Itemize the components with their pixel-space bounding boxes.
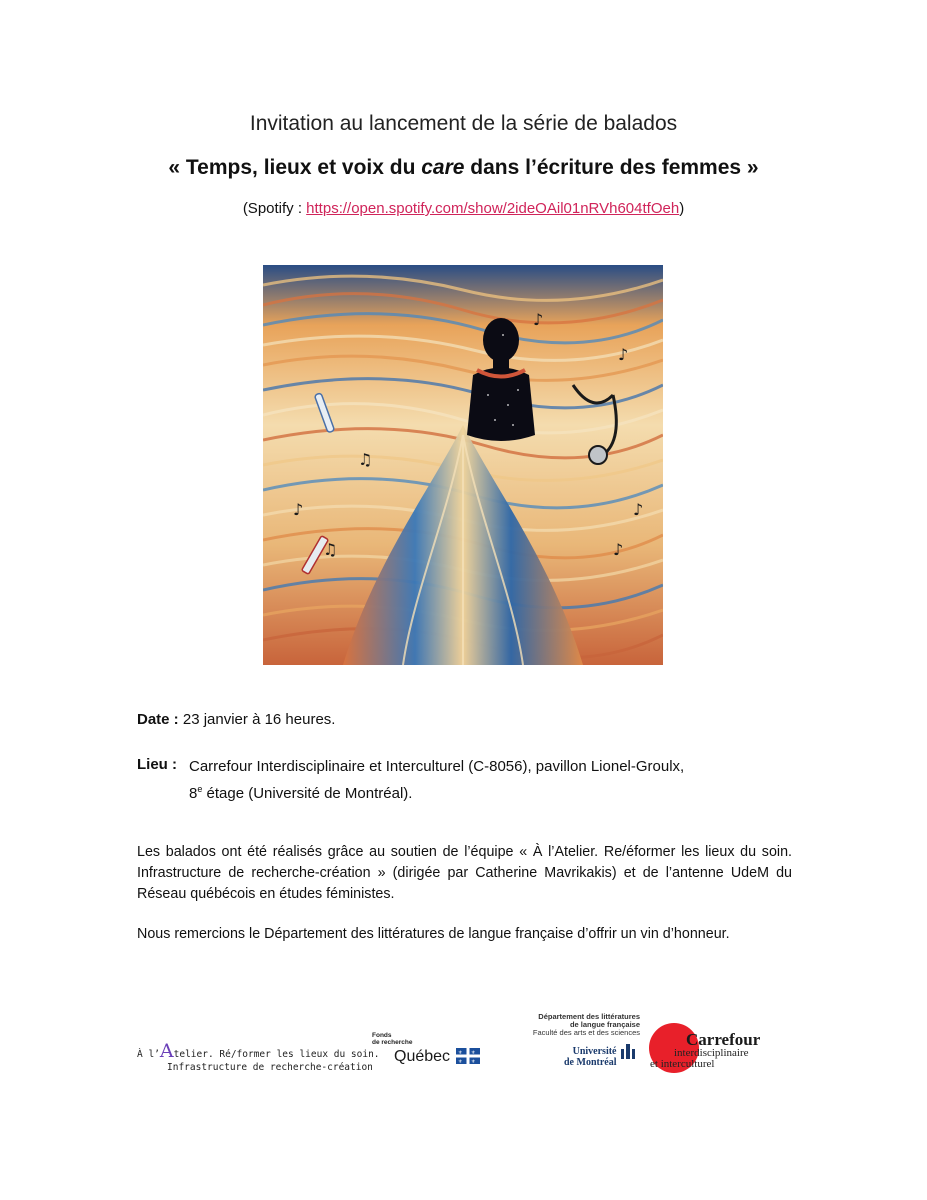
series-title-part1: « Temps, lieux et voix du: [168, 156, 422, 179]
date-label: Date :: [137, 711, 179, 728]
udem-dept1: Département des littératures: [538, 1012, 640, 1021]
carrefour-logo: [648, 1022, 773, 1074]
series-title-part2: dans l’écriture des femmes »: [464, 156, 759, 179]
series-title-italic: care: [421, 156, 465, 179]
carrefour-line2: et interculturel: [650, 1058, 715, 1070]
svg-text:⚜: ⚜: [471, 1050, 476, 1056]
svg-text:♫: ♫: [358, 450, 373, 469]
udem-dept2: de langue française: [569, 1020, 640, 1029]
lieu-line2: étage (Université de Montréal).: [202, 785, 413, 802]
svg-text:⚜: ⚜: [458, 1050, 463, 1056]
artwork-illustration: [263, 265, 663, 665]
atelier-initial: A: [159, 1040, 174, 1062]
udem-name2: de Montréal: [564, 1057, 617, 1068]
svg-text:♪: ♪: [293, 500, 304, 519]
atelier-line1: telier. Ré/former les lieux du soin.: [173, 1049, 380, 1060]
quebec-small1: Fonds: [372, 1032, 392, 1039]
udem-logo: [498, 1013, 640, 1073]
svg-text:♪: ♪: [613, 540, 624, 559]
atelier-line2: Infrastructure de recherche-création: [167, 1062, 373, 1073]
thanks-paragraph: Nous remercions le Département des littératures de langue française d’offrir un vin d’honneur.: [137, 926, 730, 942]
event-date: [137, 711, 335, 728]
svg-text:⚜: ⚜: [471, 1059, 476, 1064]
spotify-prefix: (Spotify :: [242, 200, 307, 217]
acknowledgement-paragraph: Les balados ont été réalisés grâce au soutien de l’équipe « À l’Atelier. Re/éformer les lieux du soin. Infrastructure de recherche-création » (dirigée par Catherine Mavrikakis) et de l’antenne UdeM du Réseau québécois en études féministes.: [137, 844, 792, 902]
udem-dept3: Faculté des arts et des sciences: [532, 1028, 640, 1037]
lieu-line1: Carrefour Interdisciplinaire et Interculturel (C-8056), pavillon Lionel-Groulx,: [189, 758, 685, 775]
svg-text:♪: ♪: [533, 310, 544, 329]
spotify-link[interactable]: https://open.spotify.com/show/2ideOAil01nRVh604tfOeh: [306, 200, 680, 217]
svg-text:♪: ♪: [633, 500, 644, 519]
spotify-line: [0, 200, 927, 217]
svg-text:♫: ♫: [323, 540, 338, 559]
spotify-suffix: ): [679, 200, 685, 217]
atelier-prefix: À l’: [137, 1049, 160, 1060]
carrefour-title: Carrefour: [686, 1030, 761, 1049]
frq-quebec-logo: [372, 1032, 487, 1072]
lieu-floor-sup: e: [197, 784, 203, 794]
svg-text:♪: ♪: [618, 345, 629, 364]
lieu-floor-number: 8: [189, 785, 198, 802]
series-title: [0, 156, 927, 180]
quebec-name: Québec: [394, 1048, 451, 1065]
atelier-logo: [137, 1040, 380, 1076]
cover-artwork: [263, 265, 663, 665]
date-value: 23 janvier à 16 heures.: [182, 711, 336, 728]
carrefour-line1: interdisciplinaire: [674, 1047, 749, 1059]
svg-text:⚜: ⚜: [458, 1059, 463, 1064]
quebec-flag-icon: [456, 1048, 480, 1064]
lieu-label: Lieu :: [137, 756, 177, 773]
lieu-value: [189, 756, 789, 805]
invitation-title: Invitation au lancement de la série de balados: [249, 112, 678, 135]
udem-name1: Université: [572, 1046, 617, 1057]
udem-tower-icon: [620, 1043, 636, 1059]
quebec-small2: de recherche: [372, 1039, 413, 1046]
event-location: [137, 756, 789, 805]
